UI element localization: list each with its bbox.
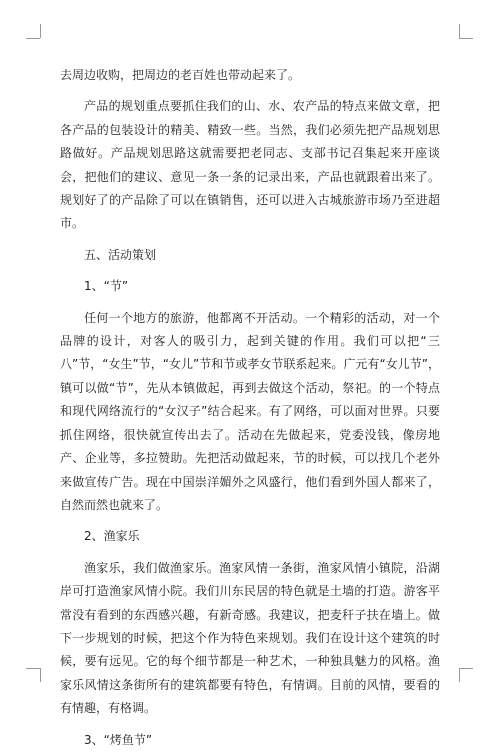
- crop-mark-bottom-left: [40, 668, 41, 682]
- crop-mark-top-left: [26, 38, 40, 39]
- crop-mark-bottom-right: [459, 668, 460, 682]
- crop-mark-top-right: [459, 38, 473, 39]
- paragraph: 任何一个地方的旅游，他都离不开活动。一个精彩的活动，对一个品牌的设计，对客人的吸引力，起到关键的作用。我们可以把“三八”节，“女生”节，“女儿”节和节或孝女节联系起来。广元有“女儿节”，镇可以做“节”，先从本镇做起，再到去做这个活动，祭祀。的一个特点和现代网络流行的“女汉子”结合起来。有了网络，可以面对世界。只要抓住网络，很快就宣传出去了。活动在先做起来，党委没钱，像房地产、企业等，多拉赞助。先把活动做起来，节的时候，可以找几个老外来做宣传广告。现在中国崇洋媚外之风盛行，他们看到外国人都来了，自然而然也就来了。: [60, 310, 440, 512]
- crop-mark-bottom-left: [26, 668, 40, 669]
- paragraph: 去周边收购，把周边的老百姓也带动起来了。: [60, 68, 301, 82]
- document-body: [60, 64, 440, 752]
- crop-mark-bottom-right: [459, 668, 473, 669]
- subsection-heading: 2、渔家乐: [84, 529, 140, 544]
- paragraph: 渔家乐，我们做渔家乐。渔家风情一条街，渔家风情小镇院，沿湖岸可打造渔家风情小院。我们川东民居的特色就是土墙的打造。游客平常没有看到的东西感兴趣，有新奇感。我建议，把麦秆子扶在墙上。做下一步规划的时候，把这个作为特色来规划。我们在设计这个建筑的时候，要有远见。它的每个细节都是一种艺术，一种独具魅力的风格。渔家乐风情这条街所有的建筑都要有特色，有情调。目前的风情，要看的有情趣，有格调。: [60, 560, 440, 716]
- subsection-heading: 3、“烤鱼节”: [84, 732, 153, 747]
- crop-mark-top-right: [459, 24, 460, 38]
- crop-mark-top-left: [40, 24, 41, 38]
- paragraph: 产品的规划重点要抓住我们的山、水、农产品的特点来做文章，把各产品的包装设计的精美、精致一些。当然，我们必须先把产品规划思路做好。产品规划思路这就需要把老同志、支部书记召集起来开座谈会，把他们的建议、意见一条一条的记录出来，产品也就跟着出来了。规划好了的产品除了可以在镇销售，还可以进入古城旅游市场乃至进超市。: [60, 99, 440, 231]
- section-heading: 五、活动策划: [84, 247, 157, 262]
- subsection-heading: 1、“节”: [84, 279, 129, 294]
